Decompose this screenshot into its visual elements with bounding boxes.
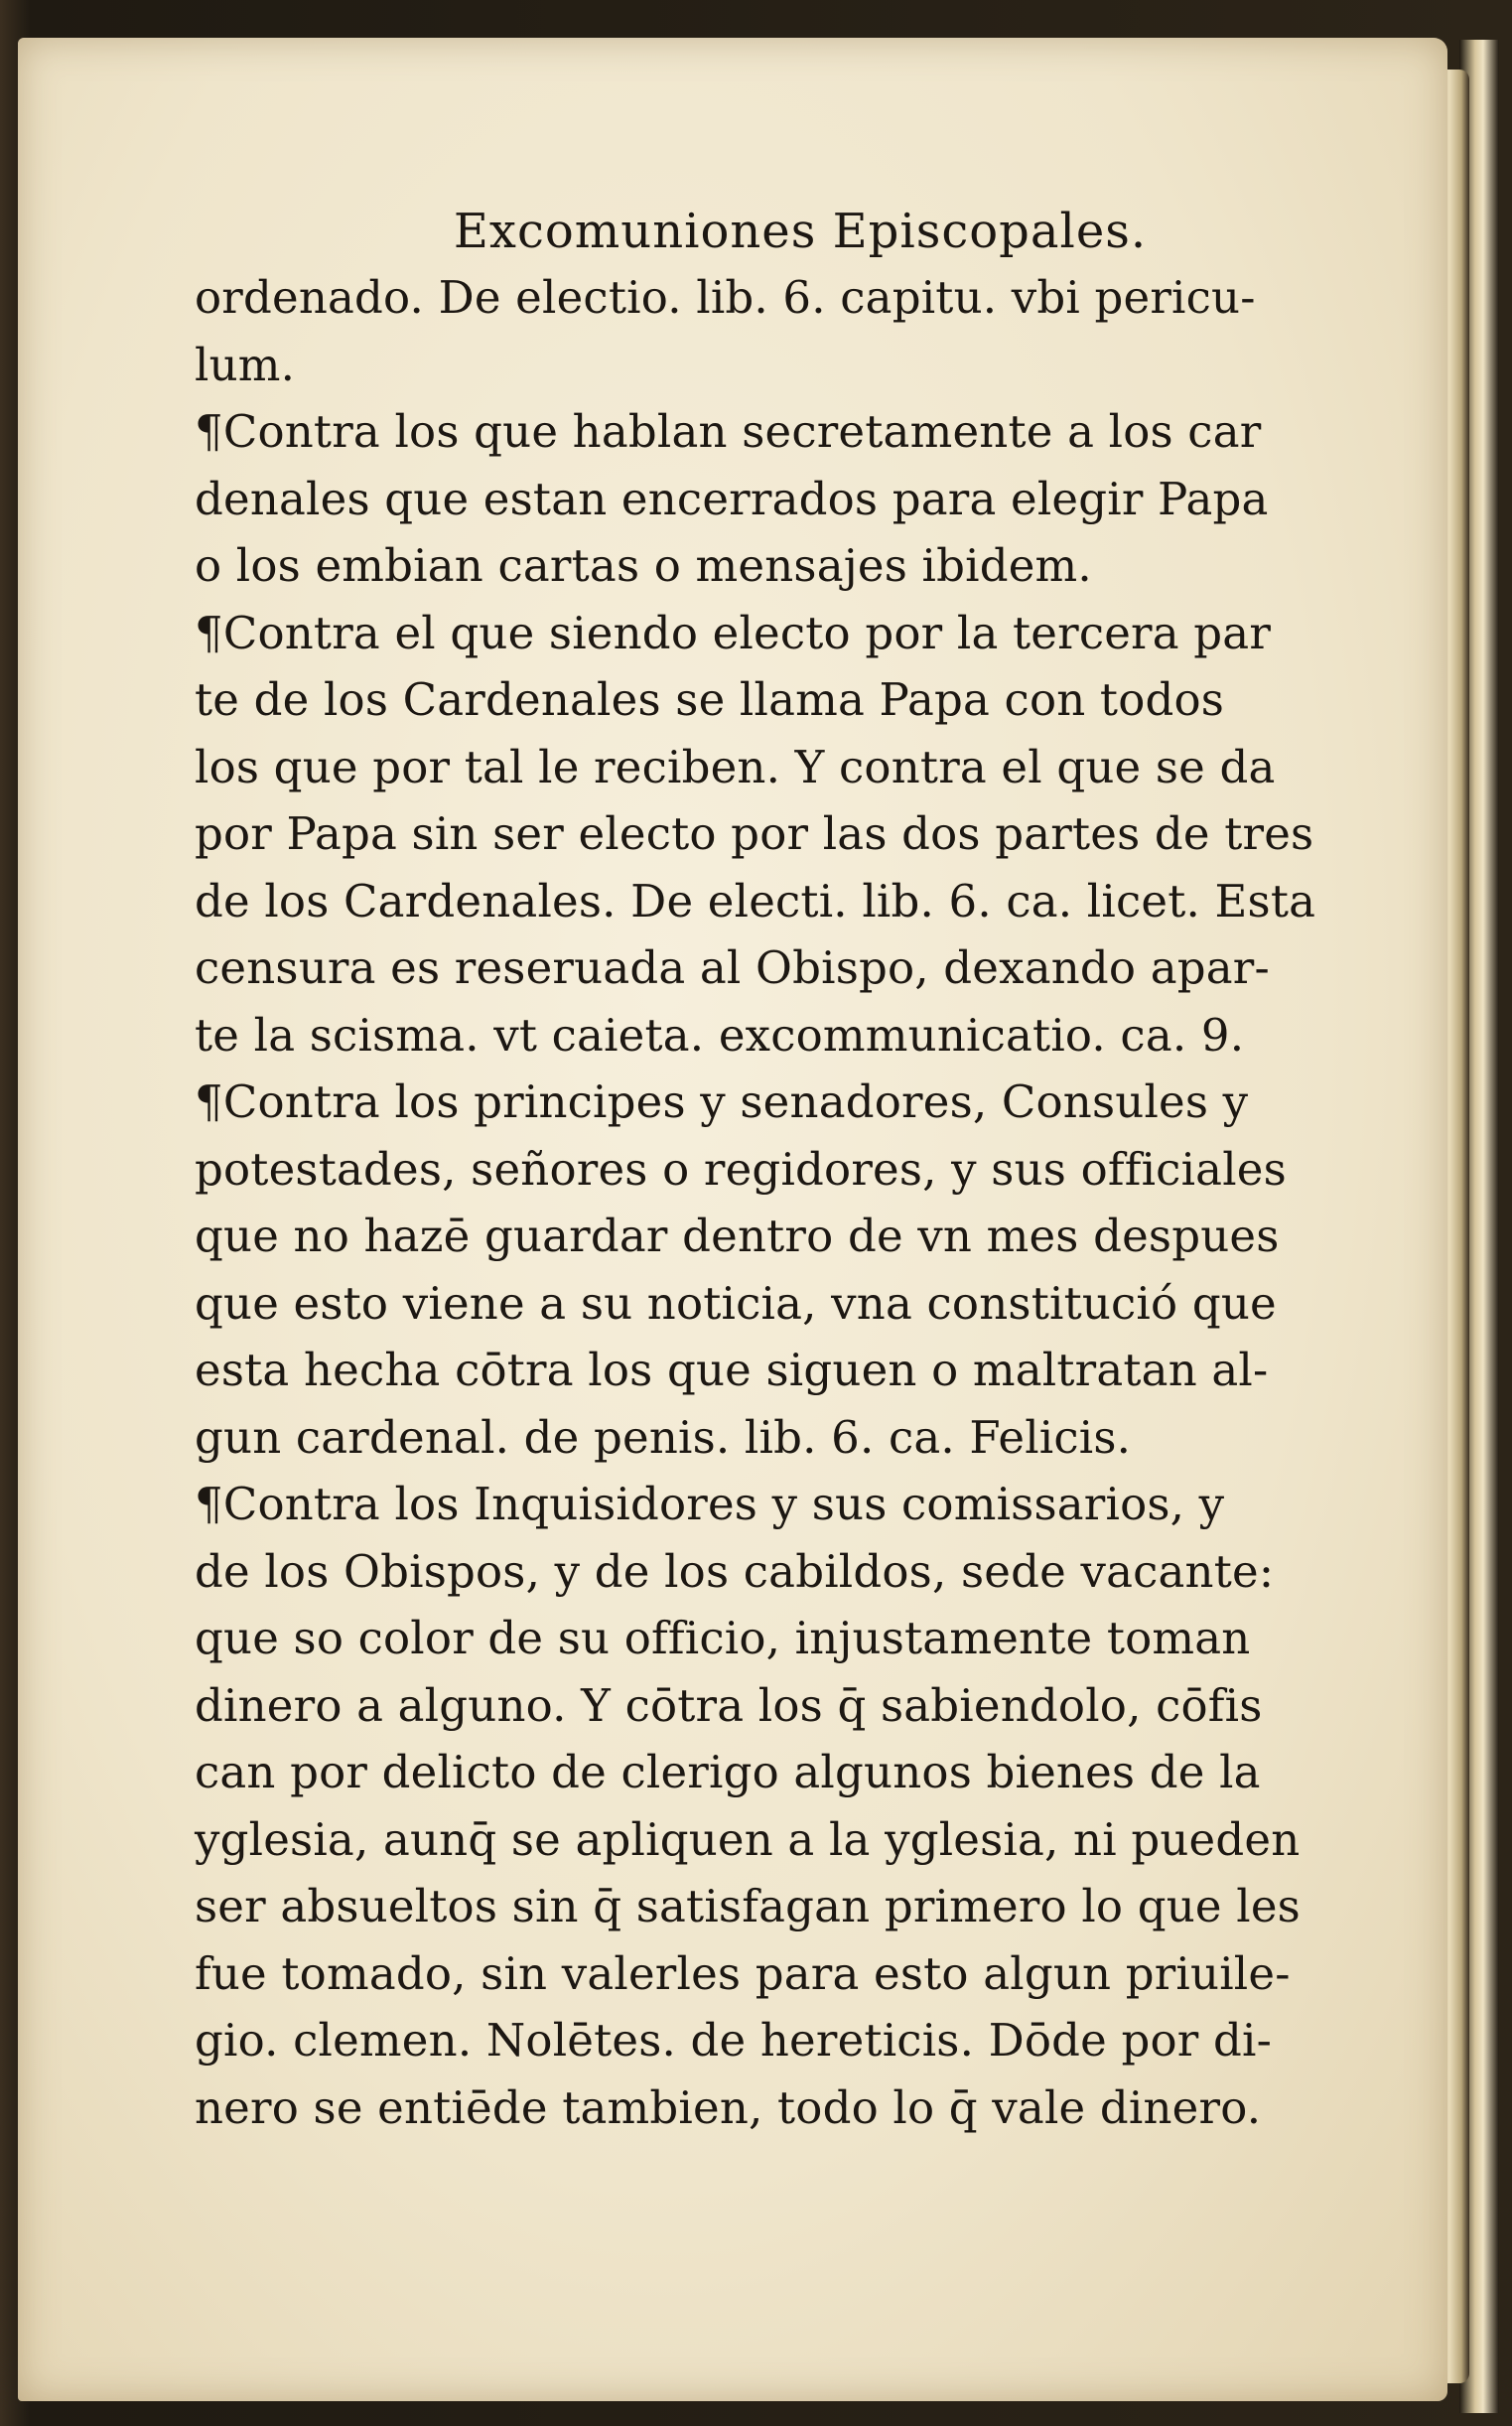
text-line: ordenado. De electio. lib. 6. capitu. vbi pericu- [195, 271, 1256, 324]
text-line: can por delicto de clerigo algunos bienes de la [195, 1746, 1261, 1798]
text-line: los que por tal le reciben. Y contra el que se da [195, 740, 1276, 793]
text-line: ¶Contra los Inquisidores y sus comissarios, y [195, 1478, 1225, 1530]
text-line: nero se entiēde tambien, todo lo q̄ vale dinero. [195, 2080, 1262, 2134]
text-line: por Papa sin ser electo por las dos partes de tres [195, 807, 1314, 860]
text-line: fue tomado, sin valerles para esto algun priuile- [195, 1946, 1291, 2000]
text-line: esta hecha cōtra los que siguen o maltratan al- [195, 1344, 1269, 1396]
text-line: potestades, señores o regidores, y sus officiales [195, 1142, 1287, 1196]
text-line: o los embian cartas o mensajes ibidem. [195, 539, 1092, 592]
running-head: Excomuniones Episcopales. [453, 204, 1148, 259]
text-line: de los Obispos, y de los cabildos, sede vacante: [195, 1544, 1275, 1598]
text-line: ¶Contra los principes y senadores, Consules y [195, 1075, 1249, 1128]
text-line: dinero a alguno. Y cōtra los q̄ sabiendolo, cōfis [195, 1678, 1263, 1732]
text-line: gun cardenal. de penis. lib. 6. ca. Felicis. [195, 1410, 1132, 1464]
text-line: te de los Cardenales se llama Papa con todos [195, 673, 1225, 726]
text-line: ¶Contra los que hablan secretamente a los car [195, 405, 1262, 458]
page-text [195, 199, 1366, 2141]
text-line: gio. clemen. Nolētes. de hereticis. Dōde por di- [195, 2014, 1273, 2067]
text-line: denales que estan encerrados para elegir Papa [195, 472, 1269, 525]
text-line: yglesia, aunq̄ se apliquen a la yglesia, ni pueden [195, 1812, 1301, 1866]
text-line: que so color de su officio, injustamente toman [195, 1612, 1251, 1664]
text-line: ¶Contra el que siendo electo por la tercera par [195, 606, 1272, 659]
text-line: que no hazē guardar dentro de vn mes despues [195, 1210, 1280, 1262]
text-line: te la scisma. vt caieta. excommunicatio. ca. 9. [195, 1008, 1245, 1062]
text-line: lum. [195, 338, 296, 391]
text-line: que esto viene a su noticia, vna constitució que [195, 1276, 1277, 1330]
text-line: ser absueltos sin q̄ satisfagan primero lo que les [195, 1880, 1301, 1932]
text-line: de los Cardenales. De electi. lib. 6. ca. licet. Esta [195, 874, 1316, 928]
text-line: censura es reseruada al Obispo, dexando apar- [195, 941, 1270, 994]
